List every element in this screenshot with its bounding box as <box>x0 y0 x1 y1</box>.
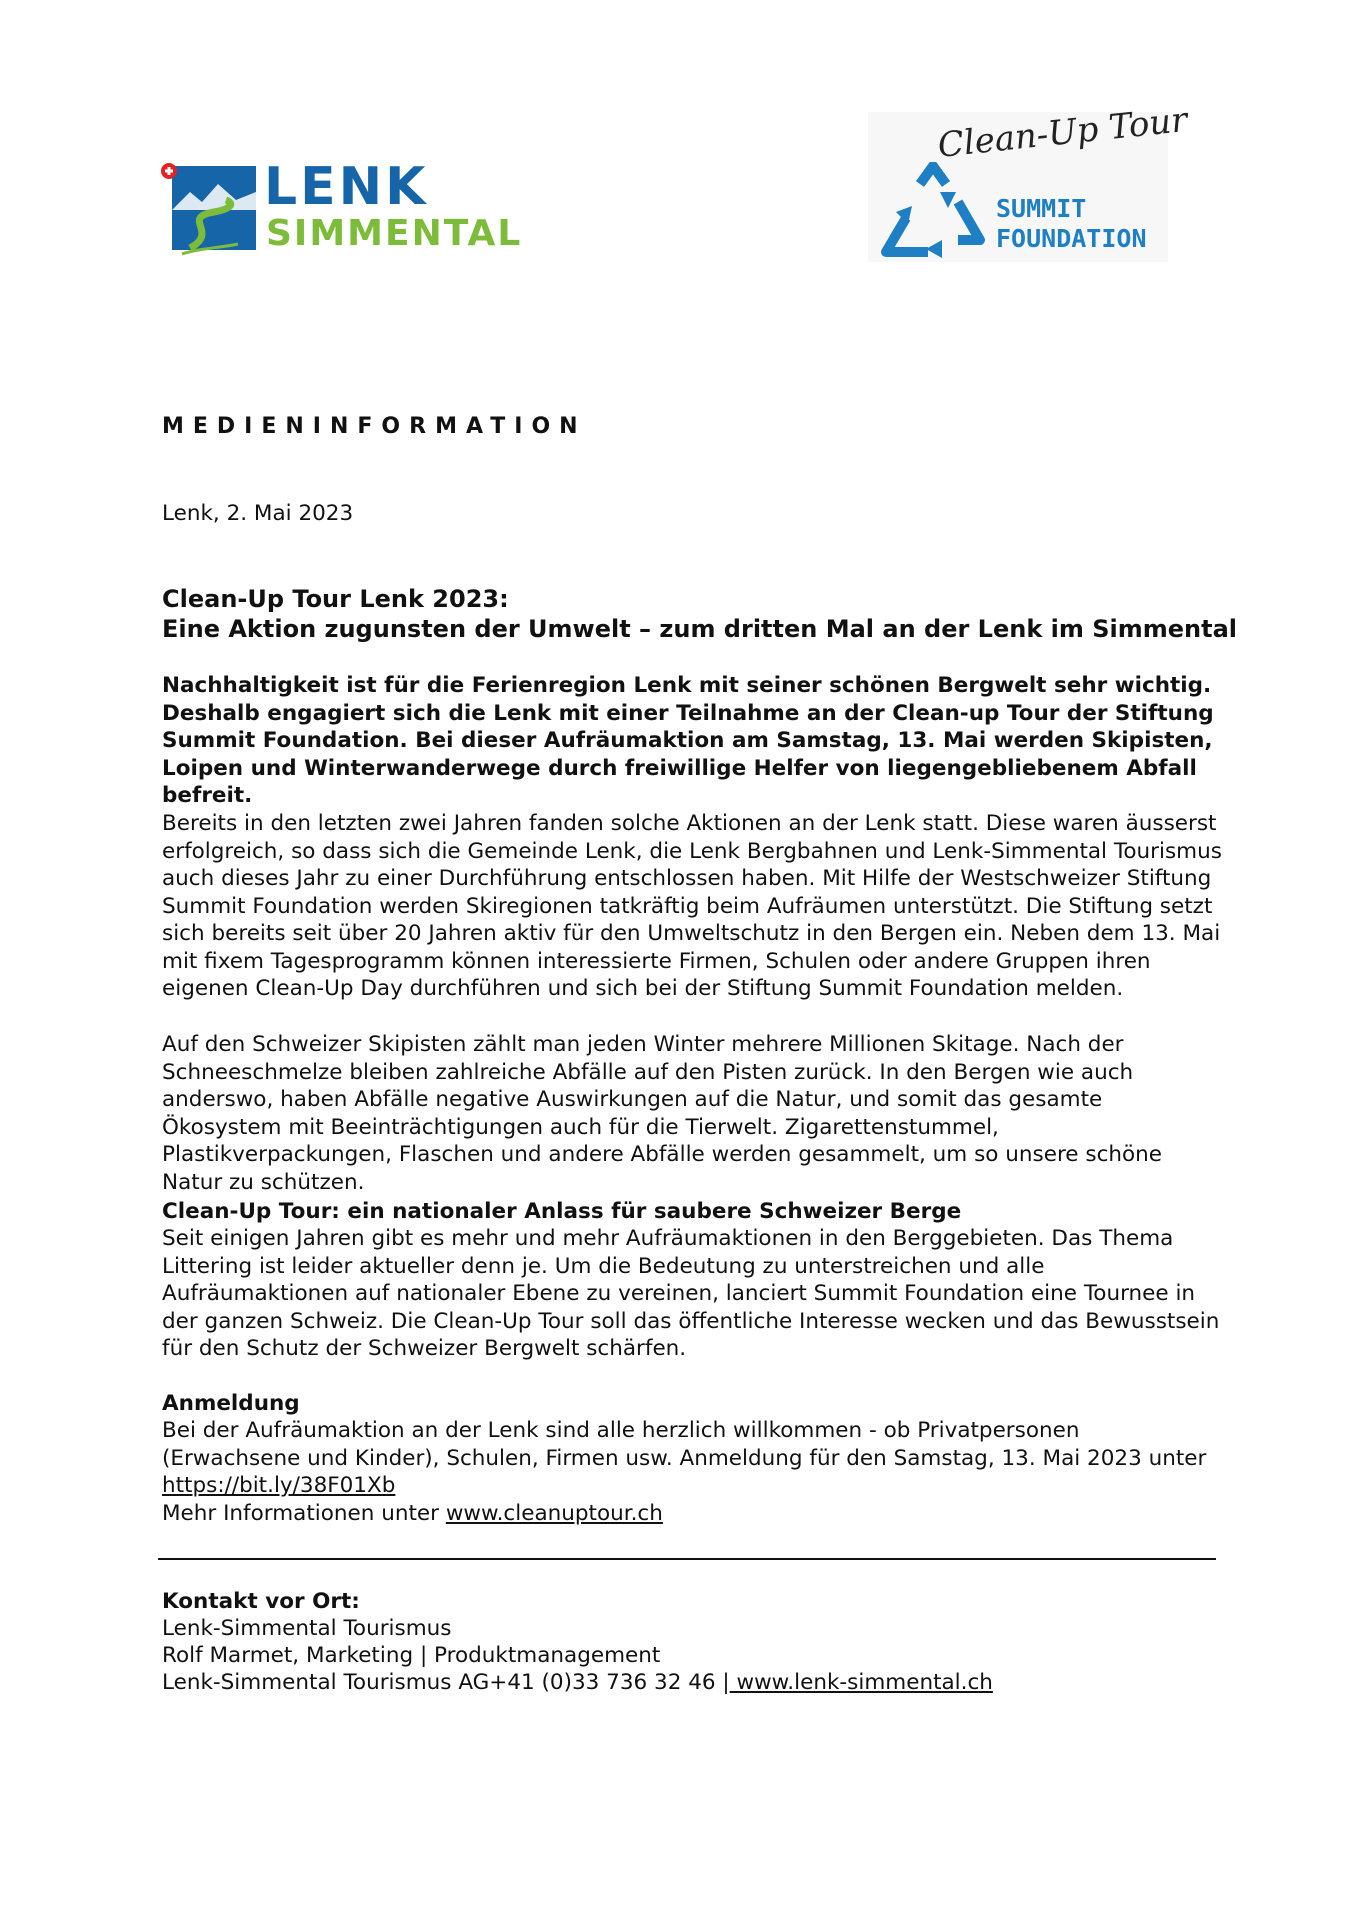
foundation-wordmark: FOUNDATION <box>996 224 1147 253</box>
title-line-1: Clean-Up Tour Lenk 2023: <box>162 585 509 613</box>
cleanup-tour-logo <box>868 99 1190 262</box>
cleanuptour-link[interactable]: www.cleanuptour.ch <box>445 1501 663 1526</box>
lenk-simmental-logo <box>160 158 540 262</box>
contact-phone-line <box>162 1669 1222 1697</box>
body-paragraph-3: Seit einigen Jahren gibt es mehr und mehr Aufräumaktionen in den Berggebieten. Das Thema Littering ist leider aktueller denn je. Um die Bedeutung zu unterstreichen und alle Aufräumaktionen auf nationaler Ebene zu vereinen, lanciert Summit Foundation eine Tournee in der ganzen Schweiz. Die Clean-Up Tour soll das öffentliche Interesse wecken und das Bewusstsein für den Schutz der Schweizer Bergwelt schärfen. <box>162 1226 1220 1361</box>
body-paragraph-2: Auf den Schweizer Skipisten zählt man jeden Winter mehrere Millionen Skitage. Nach der Schneeschmelze bleiben zahlreiche Abfälle auf den Pisten zurück. In den Bergen wie auch anderswo, haben Abfälle negative Auswirkungen auf die Natur, und somit das gesamte Ökosystem mit Beeinträchtigungen auch für die Tierwelt. Zigarettenstummel, Plastikverpackungen, Flaschen und andere Abfälle werden gesammelt, um so unsere schöne Natur zu schützen. <box>162 1032 1163 1195</box>
page-title <box>162 584 1238 644</box>
simmental-wordmark: SIMMENTAL <box>266 213 523 254</box>
signup-text: Bei der Aufräumaktion an der Lenk sind alle herzlich willkommen - ob Privatpersonen (Erwachsene und Kinder), Schulen, Firmen usw. Anmeldung für den Samstag, 13. Mai 2023 unter <box>162 1418 1207 1471</box>
document-heading: MEDIENINFORMATION <box>162 414 587 439</box>
title-line-2: Eine Aktion zugunsten der Umwelt – zum dritten Mal an der Lenk im Simmental <box>162 615 1238 643</box>
lenk-emblem-icon <box>160 162 260 256</box>
subheading-clean-up-tour: Clean-Up Tour: ein nationaler Anlass für saubere Schweizer Berge <box>162 1199 962 1224</box>
more-info-text: Mehr Informationen unter <box>162 1501 446 1526</box>
subheading-anmeldung: Anmeldung <box>162 1391 300 1416</box>
contact-person: Rolf Marmet, Marketing | Produktmanagement <box>162 1643 661 1668</box>
more-info-line <box>162 1500 1222 1528</box>
lenk-simmental-link[interactable]: www.lenk-simmental.ch <box>729 1670 993 1695</box>
contact-organisation: Lenk-Simmental Tourismus <box>162 1616 452 1641</box>
divider <box>158 1558 1216 1560</box>
contact-heading: Kontakt vor Ort: <box>162 1589 360 1614</box>
lead-paragraph: Nachhaltigkeit ist für die Ferienregion Lenk mit seiner schönen Bergwelt sehr wichtig. Deshalb engagiert sich die Lenk mit einer Teilnahme an der Clean-up Tour der Stiftung Summit Foundation. Bei dieser Aufräumaktion am Samstag, 13. Mai werden Skipisten, Loipen und Winterwanderwege durch freiwillige Helfer von liegengebliebenem Abfall befreit. <box>162 673 1214 808</box>
date-line: Lenk, 2. Mai 2023 <box>162 501 354 526</box>
contact-phone-text: Lenk-Simmental Tourismus AG+41 (0)33 736 32 46 | <box>162 1670 730 1695</box>
recycle-icon <box>878 162 988 262</box>
cleanup-tour-script: Clean-Up Tour <box>935 99 1190 166</box>
lenk-wordmark: LENK <box>264 157 429 217</box>
signup-link[interactable]: https://bit.ly/38F01Xb <box>162 1473 396 1498</box>
body-paragraph-4 <box>162 1417 1222 1500</box>
summit-wordmark: SUMMIT <box>996 194 1087 223</box>
body-paragraph-1: Bereits in den letzten zwei Jahren fanden solche Aktionen an der Lenk statt. Diese waren äusserst erfolgreich, so dass sich die Gemeinde Lenk, die Lenk Bergbahnen und Lenk-Simmental Tourismus auch dieses Jahr zu einer Durchführung entschlossen haben. Mit Hilfe der Westschweizer Stiftung Summit Foundation werden Skiregionen tatkräftig beim Aufräumen unterstützt. Die Stiftung setzt sich bereits seit über 20 Jahren aktiv für den Umweltschutz in den Bergen ein. Neben dem 13. Mai mit fixem Tagesprogramm können interessierte Firmen, Schulen oder andere Gruppen ihren eigenen Clean-Up Day durchführen und sich bei der Stiftung Summit Foundation melden. <box>162 811 1222 1001</box>
